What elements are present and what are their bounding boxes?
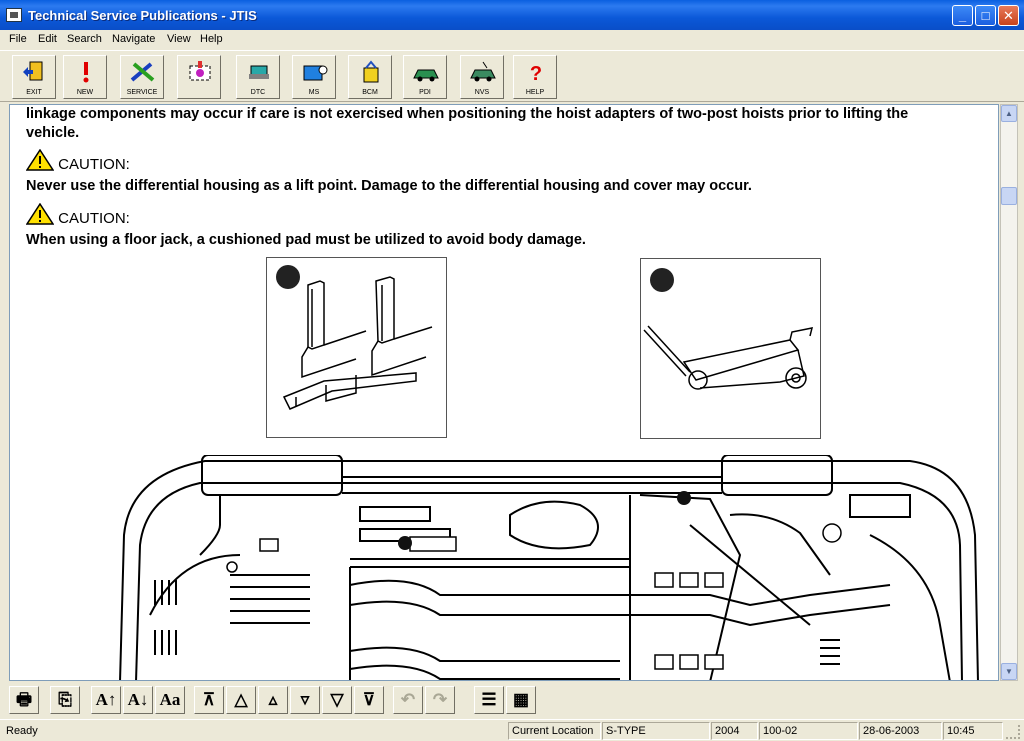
vertical-scrollbar[interactable] (1000, 104, 1018, 681)
minimize-button[interactable]: _ (952, 5, 973, 26)
nvs-icon (469, 60, 497, 84)
bcm-icon (357, 60, 385, 84)
list-icon: ☰ (481, 690, 497, 709)
status-time: 10:45 (943, 722, 1003, 740)
status-location-label: Current Location (508, 722, 601, 740)
nvs-label: NVS (474, 89, 490, 96)
menu-edit[interactable]: Edit (38, 33, 57, 45)
grid-button[interactable] (506, 686, 536, 714)
status-bar (0, 719, 1024, 741)
nvs-button[interactable] (460, 55, 504, 99)
vehicle-underbody-illustration (110, 455, 990, 681)
warning-icon (26, 203, 54, 225)
dtc-button[interactable] (236, 55, 280, 99)
bcm-button[interactable] (348, 55, 392, 99)
resize-grip[interactable] (1006, 725, 1020, 739)
intro-text-line1: linkage components may occur if care is not exercised when positioning the hoist adapters of two-post hoists prior to lifting the (26, 106, 909, 122)
document-view[interactable] (9, 104, 999, 681)
menu-file[interactable]: File (9, 33, 27, 45)
copy-button[interactable] (50, 686, 80, 714)
list-button[interactable] (474, 686, 504, 714)
service-label: SERVICE (126, 89, 158, 96)
forward-icon: ↷ (432, 690, 448, 709)
intro-text-line2: vehicle. (26, 125, 80, 141)
caution-text-2: When using a floor jack, a cushioned pad must be utilized to avoid body damage. (26, 232, 586, 248)
help-button[interactable] (513, 55, 557, 99)
scroll-up-button[interactable]: ▲ (1001, 105, 1017, 122)
previous-section-icon: △ (234, 690, 248, 709)
font-style-icon: Aa (159, 690, 181, 709)
menu-navigate[interactable]: Navigate (112, 33, 156, 45)
status-year: 2004 (711, 722, 758, 740)
app-icon[interactable] (6, 8, 22, 22)
warning-icon (26, 149, 54, 171)
new-label: NEW (76, 89, 94, 96)
previous-section-button[interactable] (226, 686, 256, 714)
help-icon (522, 60, 550, 84)
print-button[interactable] (9, 686, 39, 714)
caution-label: CAUTION: (58, 156, 130, 173)
title-bar[interactable] (0, 0, 1024, 30)
next-section-icon: ▽ (330, 690, 344, 709)
menu-help[interactable]: Help (200, 33, 223, 45)
svg-text:?: ? (529, 63, 543, 84)
ms-label: MS (308, 89, 320, 96)
diagnostics-icon (186, 60, 214, 84)
ms-icon (301, 60, 329, 84)
floor-jack-illustration (640, 258, 822, 440)
pdi-icon (412, 60, 440, 84)
status-section: 100-02 (759, 722, 858, 740)
next-page-button[interactable] (290, 686, 320, 714)
menu-search[interactable]: Search (67, 33, 102, 45)
ms-button[interactable] (292, 55, 336, 99)
exit-icon (21, 60, 49, 84)
menu-bar (0, 30, 1024, 49)
caution-label: CAUTION: (58, 210, 130, 227)
main-toolbar (0, 50, 1024, 102)
dtc-icon (245, 60, 273, 84)
new-button[interactable] (63, 55, 107, 99)
caution-heading-1 (26, 149, 130, 173)
copy-icon: ⎘ (58, 690, 72, 709)
last-page-button[interactable] (354, 686, 384, 714)
previous-page-button[interactable] (258, 686, 288, 714)
scroll-thumb[interactable] (1001, 187, 1017, 205)
diagnostics-button[interactable] (177, 55, 221, 99)
status-model: S-TYPE (602, 722, 710, 740)
status-date: 28-06-2003 (859, 722, 942, 740)
two-post-hoist-illustration (266, 257, 448, 439)
font-smaller-button[interactable] (123, 686, 153, 714)
forward-button[interactable] (425, 686, 455, 714)
help-label: HELP (525, 89, 545, 96)
navigation-toolbar (0, 682, 1024, 718)
exit-label: EXIT (26, 89, 42, 96)
print-icon: 🖶 (15, 690, 33, 709)
font-larger-icon: A↑ (95, 690, 117, 709)
font-smaller-icon: A↓ (127, 690, 149, 709)
previous-page-icon: ▵ (268, 690, 278, 709)
pdi-label: PDI (419, 89, 431, 96)
next-page-icon: ▿ (300, 690, 310, 709)
font-larger-button[interactable] (91, 686, 121, 714)
font-style-button[interactable] (155, 686, 185, 714)
first-page-button[interactable] (194, 686, 224, 714)
caution-heading-2 (26, 203, 130, 227)
status-ready: Ready (6, 725, 38, 737)
dtc-label: DTC (250, 89, 266, 96)
scroll-down-button[interactable]: ▼ (1001, 663, 1017, 680)
next-section-button[interactable] (322, 686, 352, 714)
pdi-button[interactable] (403, 55, 447, 99)
last-page-icon: ⊽ (362, 690, 376, 709)
grid-icon: ▦ (512, 690, 530, 709)
exit-button[interactable] (12, 55, 56, 99)
caution-text-1: Never use the differential housing as a lift point. Damage to the differential housing and cover may occur. (26, 178, 752, 194)
first-page-icon: ⊼ (202, 690, 216, 709)
service-button[interactable] (120, 55, 164, 99)
window-title: Technical Service Publications - JTIS (28, 8, 257, 23)
new-icon (72, 60, 100, 84)
bcm-label: BCM (362, 89, 378, 96)
close-button[interactable]: ✕ (998, 5, 1019, 26)
maximize-button[interactable]: □ (975, 5, 996, 26)
back-button[interactable] (393, 686, 423, 714)
menu-view[interactable]: View (167, 33, 191, 45)
back-icon: ↶ (400, 690, 416, 709)
service-icon (129, 60, 157, 84)
